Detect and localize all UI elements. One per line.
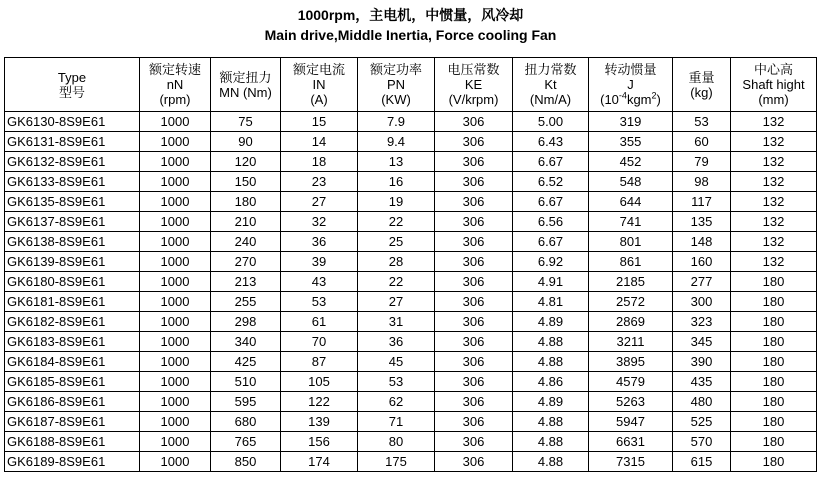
cell-rated-torque: 340 bbox=[211, 332, 281, 352]
header-line: J bbox=[627, 77, 634, 92]
cell-torque-constant: 4.88 bbox=[513, 352, 589, 372]
header-rated-power bbox=[358, 58, 435, 112]
cell-weight: 390 bbox=[673, 352, 731, 372]
cell-rated-current: 53 bbox=[281, 292, 358, 312]
cell-weight: 160 bbox=[673, 252, 731, 272]
cell-weight: 525 bbox=[673, 412, 731, 432]
cell-torque-constant: 5.00 bbox=[513, 112, 589, 132]
cell-rated-speed: 1000 bbox=[140, 432, 211, 452]
cell-rated-current: 14 bbox=[281, 132, 358, 152]
header-rated-speed bbox=[140, 58, 211, 112]
cell-torque-constant: 4.88 bbox=[513, 332, 589, 352]
cell-shaft-height: 132 bbox=[731, 232, 817, 252]
table-row bbox=[5, 172, 817, 192]
cell-inertia: 5263 bbox=[589, 392, 673, 412]
cell-inertia: 801 bbox=[589, 232, 673, 252]
cell-rated-current: 61 bbox=[281, 312, 358, 332]
cell-model: GK6133-8S9E61 bbox=[5, 172, 140, 192]
header-line: PN bbox=[386, 77, 406, 92]
cell-rated-current: 105 bbox=[281, 372, 358, 392]
table-row bbox=[5, 152, 817, 172]
cell-rated-current: 36 bbox=[281, 232, 358, 252]
header-line: nN bbox=[166, 77, 184, 92]
header-line: (KW) bbox=[381, 92, 411, 107]
cell-inertia: 2869 bbox=[589, 312, 673, 332]
cell-model: GK6183-8S9E61 bbox=[5, 332, 140, 352]
cell-voltage-constant: 306 bbox=[435, 312, 513, 332]
cell-weight: 323 bbox=[673, 312, 731, 332]
cell-inertia: 319 bbox=[589, 112, 673, 132]
cell-rated-torque: 765 bbox=[211, 432, 281, 452]
cell-weight: 300 bbox=[673, 292, 731, 312]
motor-spec-table bbox=[4, 57, 817, 472]
cell-inertia: 4579 bbox=[589, 372, 673, 392]
cell-voltage-constant: 306 bbox=[435, 112, 513, 132]
cell-rated-power: 7.9 bbox=[358, 112, 435, 132]
cell-voltage-constant: 306 bbox=[435, 412, 513, 432]
cell-voltage-constant: 306 bbox=[435, 172, 513, 192]
cell-shaft-height: 180 bbox=[731, 452, 817, 472]
cell-inertia: 741 bbox=[589, 212, 673, 232]
cell-model: GK6180-8S9E61 bbox=[5, 272, 140, 292]
cell-weight: 117 bbox=[673, 192, 731, 212]
cell-rated-torque: 680 bbox=[211, 412, 281, 432]
header-inertia bbox=[589, 58, 673, 112]
cell-voltage-constant: 306 bbox=[435, 432, 513, 452]
cell-torque-constant: 6.67 bbox=[513, 152, 589, 172]
header-line: 转动惯量 bbox=[604, 62, 657, 77]
cell-weight: 480 bbox=[673, 392, 731, 412]
header-line: 电压常数 bbox=[447, 62, 500, 77]
cell-model: GK6139-8S9E61 bbox=[5, 252, 140, 272]
cell-model: GK6189-8S9E61 bbox=[5, 452, 140, 472]
cell-rated-current: 23 bbox=[281, 172, 358, 192]
header-line: (rpm) bbox=[159, 92, 191, 107]
header-line: 额定功率 bbox=[369, 62, 422, 77]
cell-rated-torque: 120 bbox=[211, 152, 281, 172]
cell-rated-torque: 90 bbox=[211, 132, 281, 152]
cell-voltage-constant: 306 bbox=[435, 392, 513, 412]
cell-torque-constant: 4.88 bbox=[513, 452, 589, 472]
cell-rated-current: 39 bbox=[281, 252, 358, 272]
cell-torque-constant: 6.56 bbox=[513, 212, 589, 232]
cell-rated-speed: 1000 bbox=[140, 192, 211, 212]
cell-rated-torque: 210 bbox=[211, 212, 281, 232]
cell-rated-power: 62 bbox=[358, 392, 435, 412]
cell-weight: 148 bbox=[673, 232, 731, 252]
cell-model: GK6132-8S9E61 bbox=[5, 152, 140, 172]
cell-model: GK6185-8S9E61 bbox=[5, 372, 140, 392]
cell-rated-power: 22 bbox=[358, 272, 435, 292]
header-unit-part: 2 bbox=[651, 90, 657, 101]
table-row bbox=[5, 452, 817, 472]
cell-rated-speed: 1000 bbox=[140, 412, 211, 432]
cell-model: GK6130-8S9E61 bbox=[5, 112, 140, 132]
cell-torque-constant: 4.91 bbox=[513, 272, 589, 292]
cell-voltage-constant: 306 bbox=[435, 232, 513, 252]
cell-inertia: 548 bbox=[589, 172, 673, 192]
header-unit-part: -4 bbox=[618, 90, 627, 101]
header-line: (mm) bbox=[758, 92, 789, 107]
table-row bbox=[5, 192, 817, 212]
cell-voltage-constant: 306 bbox=[435, 192, 513, 212]
cell-weight: 570 bbox=[673, 432, 731, 452]
table-row bbox=[5, 212, 817, 232]
cell-inertia: 644 bbox=[589, 192, 673, 212]
cell-weight: 53 bbox=[673, 112, 731, 132]
cell-rated-power: 16 bbox=[358, 172, 435, 192]
cell-torque-constant: 4.89 bbox=[513, 312, 589, 332]
table-row bbox=[5, 392, 817, 412]
cell-inertia: 7315 bbox=[589, 452, 673, 472]
cell-shaft-height: 180 bbox=[731, 412, 817, 432]
cell-rated-torque: 75 bbox=[211, 112, 281, 132]
cell-inertia: 2572 bbox=[589, 292, 673, 312]
cell-shaft-height: 180 bbox=[731, 272, 817, 292]
cell-rated-current: 87 bbox=[281, 352, 358, 372]
cell-model: GK6182-8S9E61 bbox=[5, 312, 140, 332]
cell-torque-constant: 4.88 bbox=[513, 432, 589, 452]
table-row bbox=[5, 292, 817, 312]
cell-model: GK6131-8S9E61 bbox=[5, 132, 140, 152]
header-unit-part: kgm bbox=[626, 92, 652, 107]
cell-shaft-height: 132 bbox=[731, 132, 817, 152]
cell-weight: 277 bbox=[673, 272, 731, 292]
cell-model: GK6135-8S9E61 bbox=[5, 192, 140, 212]
cell-rated-current: 174 bbox=[281, 452, 358, 472]
cell-rated-torque: 510 bbox=[211, 372, 281, 392]
cell-rated-current: 18 bbox=[281, 152, 358, 172]
header-rated-current bbox=[281, 58, 358, 112]
table-row bbox=[5, 332, 817, 352]
cell-shaft-height: 180 bbox=[731, 392, 817, 412]
cell-model: GK6186-8S9E61 bbox=[5, 392, 140, 412]
cell-inertia: 3211 bbox=[589, 332, 673, 352]
cell-shaft-height: 180 bbox=[731, 352, 817, 372]
cell-rated-speed: 1000 bbox=[140, 152, 211, 172]
cell-rated-power: 53 bbox=[358, 372, 435, 392]
header-line: 重量 bbox=[688, 69, 715, 85]
header-line: KE bbox=[464, 77, 483, 92]
header-unit-part: ) bbox=[656, 92, 661, 107]
cell-shaft-height: 180 bbox=[731, 312, 817, 332]
cell-rated-current: 139 bbox=[281, 412, 358, 432]
cell-rated-current: 27 bbox=[281, 192, 358, 212]
cell-model: GK6181-8S9E61 bbox=[5, 292, 140, 312]
cell-model: GK6137-8S9E61 bbox=[5, 212, 140, 232]
cell-voltage-constant: 306 bbox=[435, 212, 513, 232]
header-rated-torque bbox=[211, 58, 281, 112]
cell-shaft-height: 132 bbox=[731, 172, 817, 192]
cell-rated-torque: 298 bbox=[211, 312, 281, 332]
cell-weight: 98 bbox=[673, 172, 731, 192]
cell-rated-torque: 270 bbox=[211, 252, 281, 272]
cell-rated-current: 15 bbox=[281, 112, 358, 132]
header-line: (V/krpm) bbox=[448, 92, 499, 107]
table-row bbox=[5, 272, 817, 292]
header-type bbox=[5, 58, 140, 112]
header-line: 中心高 bbox=[753, 62, 793, 77]
header-torque-constant bbox=[513, 58, 589, 112]
cell-inertia: 6631 bbox=[589, 432, 673, 452]
cell-torque-constant: 6.67 bbox=[513, 232, 589, 252]
header-line: Kt bbox=[544, 77, 557, 92]
header-line: 额定转速 bbox=[148, 62, 201, 77]
cell-rated-torque: 240 bbox=[211, 232, 281, 252]
cell-torque-constant: 6.43 bbox=[513, 132, 589, 152]
cell-model: GK6138-8S9E61 bbox=[5, 232, 140, 252]
cell-torque-constant: 4.89 bbox=[513, 392, 589, 412]
header-line: Shaft hight bbox=[742, 77, 805, 92]
cell-torque-constant: 4.86 bbox=[513, 372, 589, 392]
cell-shaft-height: 180 bbox=[731, 372, 817, 392]
cell-rated-torque: 150 bbox=[211, 172, 281, 192]
cell-rated-speed: 1000 bbox=[140, 332, 211, 352]
cell-rated-torque: 255 bbox=[211, 292, 281, 312]
cell-weight: 135 bbox=[673, 212, 731, 232]
cell-inertia: 2185 bbox=[589, 272, 673, 292]
cell-rated-power: 45 bbox=[358, 352, 435, 372]
cell-rated-torque: 213 bbox=[211, 272, 281, 292]
cell-model: GK6187-8S9E61 bbox=[5, 412, 140, 432]
cell-voltage-constant: 306 bbox=[435, 132, 513, 152]
cell-weight: 345 bbox=[673, 332, 731, 352]
cell-rated-speed: 1000 bbox=[140, 312, 211, 332]
header-shaft-height bbox=[731, 58, 817, 112]
table-row bbox=[5, 352, 817, 372]
cell-rated-speed: 1000 bbox=[140, 252, 211, 272]
header-unit bbox=[589, 92, 672, 107]
header-line: Type bbox=[57, 69, 87, 85]
table-row bbox=[5, 372, 817, 392]
cell-rated-speed: 1000 bbox=[140, 372, 211, 392]
cell-inertia: 3895 bbox=[589, 352, 673, 372]
header-line: 型号 bbox=[58, 84, 85, 100]
cell-torque-constant: 6.92 bbox=[513, 252, 589, 272]
cell-rated-speed: 1000 bbox=[140, 172, 211, 192]
cell-rated-speed: 1000 bbox=[140, 132, 211, 152]
cell-rated-speed: 1000 bbox=[140, 292, 211, 312]
cell-torque-constant: 4.81 bbox=[513, 292, 589, 312]
cell-shaft-height: 132 bbox=[731, 192, 817, 212]
cell-rated-torque: 850 bbox=[211, 452, 281, 472]
cell-voltage-constant: 306 bbox=[435, 152, 513, 172]
cell-torque-constant: 6.67 bbox=[513, 192, 589, 212]
table-title: 1000rpm，主电机，中惯量，风冷却 bbox=[297, 7, 524, 23]
cell-rated-speed: 1000 bbox=[140, 112, 211, 132]
cell-shaft-height: 180 bbox=[731, 332, 817, 352]
table-row bbox=[5, 432, 817, 452]
table-row bbox=[5, 312, 817, 332]
cell-inertia: 452 bbox=[589, 152, 673, 172]
cell-rated-power: 25 bbox=[358, 232, 435, 252]
cell-rated-current: 122 bbox=[281, 392, 358, 412]
cell-rated-current: 70 bbox=[281, 332, 358, 352]
cell-rated-speed: 1000 bbox=[140, 452, 211, 472]
cell-rated-speed: 1000 bbox=[140, 232, 211, 252]
cell-rated-torque: 595 bbox=[211, 392, 281, 412]
cell-inertia: 355 bbox=[589, 132, 673, 152]
cell-torque-constant: 6.52 bbox=[513, 172, 589, 192]
cell-rated-power: 19 bbox=[358, 192, 435, 212]
cell-weight: 435 bbox=[673, 372, 731, 392]
cell-rated-power: 22 bbox=[358, 212, 435, 232]
cell-shaft-height: 180 bbox=[731, 292, 817, 312]
header-line: (A) bbox=[310, 92, 328, 107]
cell-rated-current: 43 bbox=[281, 272, 358, 292]
cell-rated-power: 175 bbox=[358, 452, 435, 472]
cell-voltage-constant: 306 bbox=[435, 352, 513, 372]
cell-weight: 60 bbox=[673, 132, 731, 152]
header-line: 扭力常数 bbox=[524, 62, 577, 77]
header-line: 额定电流 bbox=[292, 62, 345, 77]
cell-inertia: 5947 bbox=[589, 412, 673, 432]
cell-rated-current: 32 bbox=[281, 212, 358, 232]
cell-voltage-constant: 306 bbox=[435, 332, 513, 352]
cell-rated-speed: 1000 bbox=[140, 272, 211, 292]
cell-rated-power: 9.4 bbox=[358, 132, 435, 152]
cell-inertia: 861 bbox=[589, 252, 673, 272]
cell-rated-power: 71 bbox=[358, 412, 435, 432]
cell-torque-constant: 4.88 bbox=[513, 412, 589, 432]
header-unit-part: (10 bbox=[600, 92, 619, 107]
cell-shaft-height: 180 bbox=[731, 432, 817, 452]
cell-weight: 79 bbox=[673, 152, 731, 172]
cell-rated-current: 156 bbox=[281, 432, 358, 452]
table-subtitle: Main drive,Middle Inertia, Force cooling Fan bbox=[264, 27, 557, 43]
cell-rated-power: 27 bbox=[358, 292, 435, 312]
header-line: (kg) bbox=[690, 84, 713, 100]
cell-voltage-constant: 306 bbox=[435, 452, 513, 472]
cell-shaft-height: 132 bbox=[731, 212, 817, 232]
cell-rated-speed: 1000 bbox=[140, 352, 211, 372]
cell-rated-power: 13 bbox=[358, 152, 435, 172]
cell-shaft-height: 132 bbox=[731, 252, 817, 272]
cell-voltage-constant: 306 bbox=[435, 272, 513, 292]
header-line: IN bbox=[312, 77, 326, 92]
header-voltage-constant bbox=[435, 58, 513, 112]
cell-shaft-height: 132 bbox=[731, 112, 817, 132]
table-row bbox=[5, 132, 817, 152]
cell-rated-speed: 1000 bbox=[140, 392, 211, 412]
header-line: (Nm/A) bbox=[529, 92, 572, 107]
table-row bbox=[5, 232, 817, 252]
table-row bbox=[5, 252, 817, 272]
cell-rated-torque: 425 bbox=[211, 352, 281, 372]
cell-rated-speed: 1000 bbox=[140, 212, 211, 232]
cell-model: GK6188-8S9E61 bbox=[5, 432, 140, 452]
cell-voltage-constant: 306 bbox=[435, 372, 513, 392]
header-line: 额定扭力 bbox=[219, 69, 272, 85]
cell-rated-torque: 180 bbox=[211, 192, 281, 212]
cell-voltage-constant: 306 bbox=[435, 252, 513, 272]
cell-rated-power: 36 bbox=[358, 332, 435, 352]
header-line: MN (Nm) bbox=[219, 84, 272, 100]
header-weight bbox=[673, 58, 731, 112]
table-row bbox=[5, 112, 817, 132]
cell-model: GK6184-8S9E61 bbox=[5, 352, 140, 372]
cell-rated-power: 31 bbox=[358, 312, 435, 332]
cell-rated-power: 80 bbox=[358, 432, 435, 452]
table-body bbox=[5, 112, 817, 472]
cell-shaft-height: 132 bbox=[731, 152, 817, 172]
cell-rated-power: 28 bbox=[358, 252, 435, 272]
table-row bbox=[5, 412, 817, 432]
cell-weight: 615 bbox=[673, 452, 731, 472]
header-row bbox=[5, 58, 817, 112]
cell-voltage-constant: 306 bbox=[435, 292, 513, 312]
